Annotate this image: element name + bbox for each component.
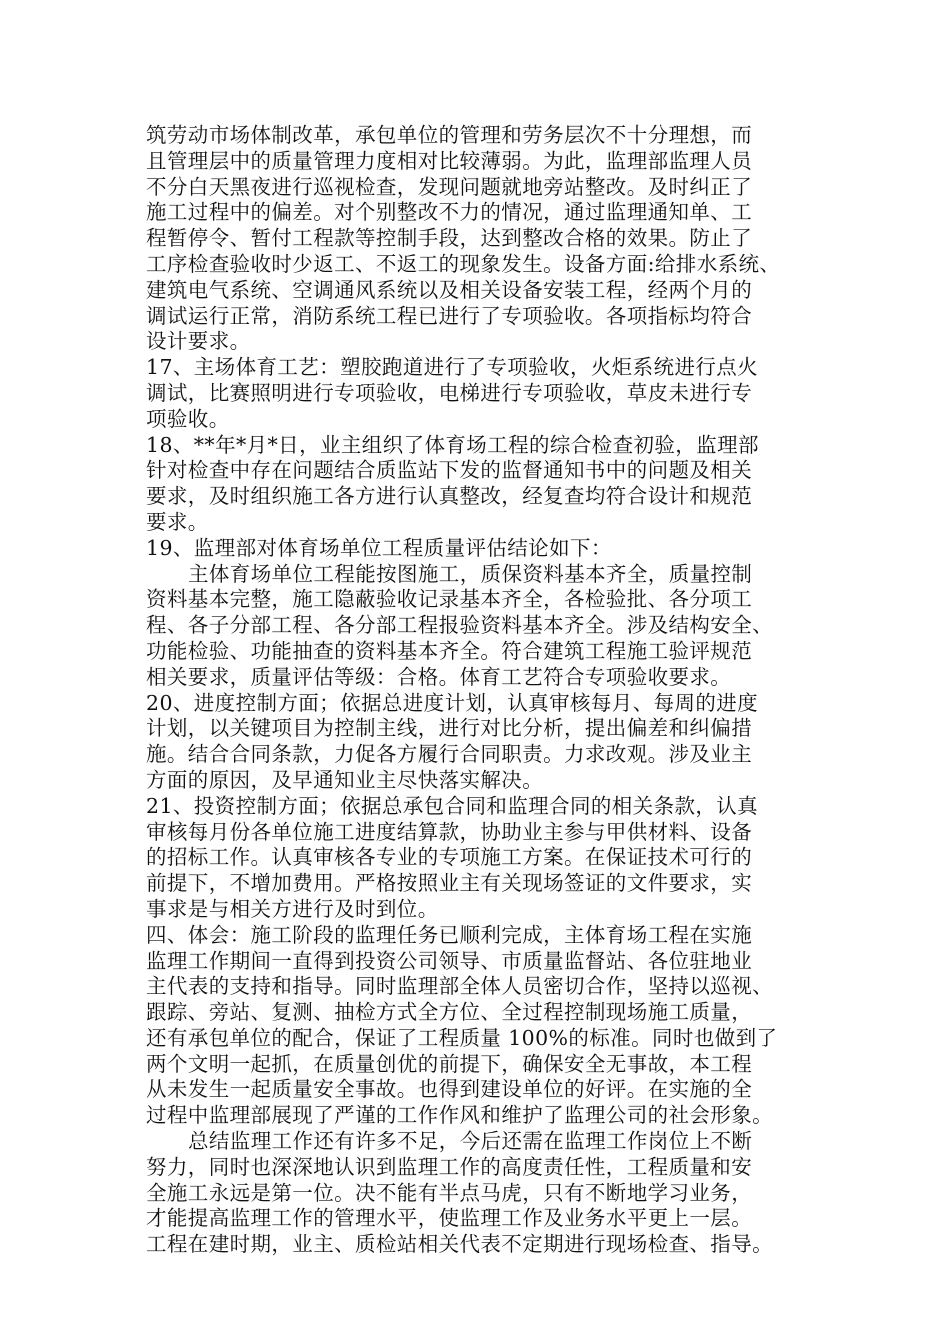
text-line: 要求，及时组织施工各方进行认真整改，经复查均符合设计和规范 xyxy=(146,484,753,509)
text-line: 的招标工作。认真审核各专业的专项施工方案。在保证技术可行的 xyxy=(146,845,753,870)
text-line: 要求。 xyxy=(146,509,209,534)
text-line: 设计要求。 xyxy=(146,329,251,354)
text-line: 针对检查中存在问题结合质监站下发的监督通知书中的问题及相关 xyxy=(146,458,753,483)
text-line: 调试运行正常，消防系统工程已进行了专项验收。各项指标均符合 xyxy=(146,303,753,328)
text-line: 总结监理工作还有许多不足，今后还需在监理工作岗位上不断 xyxy=(188,1129,753,1154)
text-line: 筑劳动市场体制改革，承包单位的管理和劳务层次不十分理想，而 xyxy=(146,123,753,147)
text-line: 过程中监理部展现了严谨的工作作风和维护了监理公司的社会形象。 xyxy=(146,1103,773,1128)
text-line: 17、主场体育工艺：塑胶跑道进行了专项验收，火炬系统进行点火 xyxy=(146,355,759,380)
document-body xyxy=(146,123,826,1258)
text-line: 事求是与相关方进行及时到位。 xyxy=(146,896,439,921)
text-line: 资料基本完整，施工隐蔽验收记录基本齐全，各检验批、各分项工 xyxy=(146,587,753,612)
text-line: 跟踪、旁站、复测、抽检方式全方位、全过程控制现场施工质量， xyxy=(146,1000,753,1025)
text-line: 计划，以关键项目为控制主线，进行对比分析，提出偏差和纠偏措 xyxy=(146,716,753,741)
text-line: 19、监理部对体育场单位工程质量评估结论如下： xyxy=(146,535,612,560)
text-line: 主代表的支持和指导。同时监理部全体人员密切合作，坚持以巡视、 xyxy=(146,974,773,999)
text-line: 18、**年*月*日，业主组织了体育场工程的综合检查初验，监理部 xyxy=(146,432,759,457)
text-line: 21、投资控制方面；依据总承包合同和监理合同的相关条款，认真 xyxy=(146,793,759,818)
text-line: 四、体会：施工阶段的监理任务已顺利完成，主体育场工程在实施 xyxy=(146,922,753,947)
text-line: 且管理层中的质量管理力度相对比较薄弱。为此，监理部监理人员 xyxy=(146,148,753,173)
text-line: 程、各子分部工程、各分部工程报验资料基本齐全。涉及结构安全、 xyxy=(146,613,773,638)
text-line: 还有承包单位的配合，保证了工程质量 100%的标准。同时也做到了 xyxy=(146,1025,778,1050)
text-line: 工序检查验收时少返工、不返工的现象发生。设备方面:给排水系统、 xyxy=(146,251,781,276)
text-line: 施。结合合同条款，力促各方履行合同职责。力求改观。涉及业主 xyxy=(146,742,753,767)
text-line: 20、进度控制方面；依据总进度计划，认真审核每月、每周的进度 xyxy=(146,690,759,715)
text-line: 监理工作期间一直得到投资公司领导、市质量监督站、各位驻地业 xyxy=(146,948,753,973)
text-line: 两个文明一起抓，在质量创优的前提下，确保安全无事故，本工程 xyxy=(146,1051,753,1076)
text-line: 方面的原因，及早通知业主尽快落实解决。 xyxy=(146,767,544,792)
text-line: 项验收。 xyxy=(146,406,230,431)
text-line: 施工过程中的偏差。对个别整改不力的情况，通过监理通知单、工 xyxy=(146,200,753,225)
text-line: 功能检验、功能抽查的资料基本齐全。符合建筑工程施工验评规范 xyxy=(146,638,753,663)
text-line: 建筑电气系统、空调通风系统以及相关设备安装工程，经两个月的 xyxy=(146,277,753,302)
text-line: 调试，比赛照明进行专项验收，电梯进行专项验收，草皮未进行专 xyxy=(146,380,753,405)
text-line: 前提下，不增加费用。严格按照业主有关现场签证的文件要求，实 xyxy=(146,871,753,896)
text-line: 工程在建时期，业主、质检站相关代表不定期进行现场检查、指导。 xyxy=(146,1232,773,1257)
text-line: 才能提高监理工作的管理水平，使监理工作及业务水平更上一层。 xyxy=(146,1206,753,1231)
text-line: 程暂停令、暂付工程款等控制手段，达到整改合格的效果。防止了 xyxy=(146,226,753,251)
text-line: 主体育场单位工程能按图施工，质保资料基本齐全，质量控制 xyxy=(188,561,753,586)
text-line: 努力，同时也深深地认识到监理工作的高度责任性，工程质量和安 xyxy=(146,1154,753,1179)
text-line: 从未发生一起质量安全事故。也得到建设单位的好评。在实施的全 xyxy=(146,1077,753,1102)
text-line: 审核每月份各单位施工进度结算款，协助业主参与甲供材料、设备 xyxy=(146,819,753,844)
text-line: 相关要求，质量评估等级：合格。体育工艺符合专项验收要求。 xyxy=(146,664,732,689)
text-line: 全施工永远是第一位。决不能有半点马虎，只有不断地学习业务， xyxy=(146,1180,753,1205)
text-line: 不分白天黑夜进行巡视检查，发现问题就地旁站整改。及时纠正了 xyxy=(146,174,753,199)
